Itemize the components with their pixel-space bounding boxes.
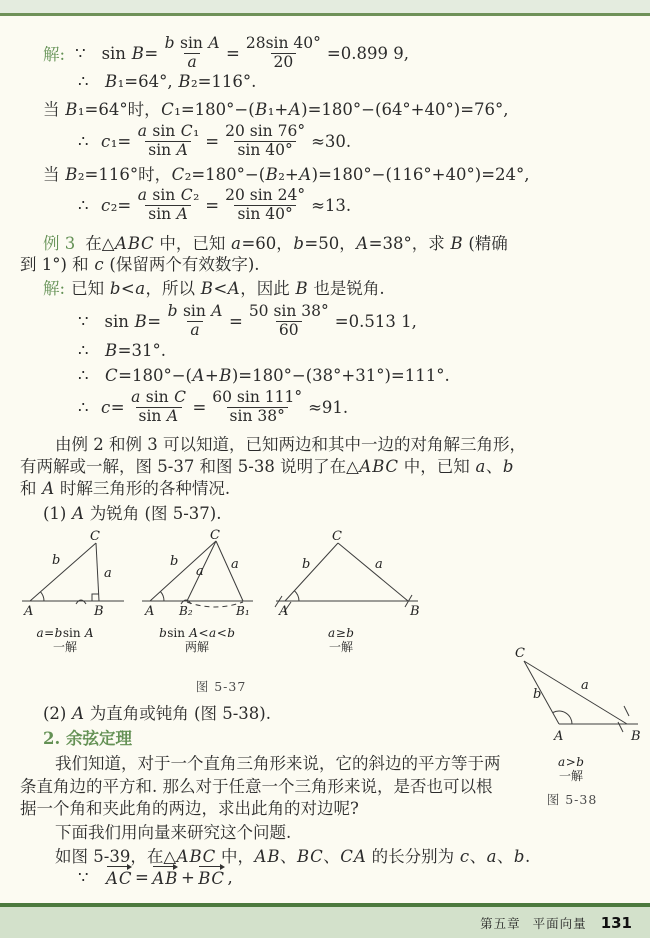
text-line xyxy=(43,231,508,253)
text-run: sin B= xyxy=(101,43,159,63)
text-run: ≈13. xyxy=(311,195,352,215)
text-line xyxy=(20,476,230,498)
text-run: 当 B₁=64°时，C₁=180°−(B₁+A)=180°−(64°+40°)=76°, xyxy=(43,100,509,119)
fig38-side-a: a xyxy=(581,678,589,693)
fig37-caption-2-formula: bsin A<a<b xyxy=(159,626,235,640)
text-line xyxy=(20,454,514,476)
text-line xyxy=(43,701,271,723)
fig37-t2-side-a-outer: a xyxy=(231,557,239,572)
fraction-numerator: a sin C xyxy=(131,388,186,407)
text-run: 在△ABC 中，已知 a=60，b=50，A=38°，求 B (精确 xyxy=(85,234,508,253)
text-line xyxy=(20,774,493,796)
fraction xyxy=(243,35,324,71)
fraction-numerator: 20 sin 24° xyxy=(225,186,306,205)
text-run: ≈91. xyxy=(308,397,349,417)
fig37-t2-vertex-B1: B₁ xyxy=(236,604,250,618)
vector-notation: AC xyxy=(106,866,133,888)
text-run: ∵ xyxy=(78,867,89,887)
fig37-t3-vertex-B: B xyxy=(410,604,420,619)
fraction-denominator: a xyxy=(184,53,200,71)
text-line xyxy=(78,339,166,361)
text-run: 到 1°) 和 c (保留两个有效数字). xyxy=(20,255,260,274)
fig37-t2-side-a-inner: a xyxy=(196,564,204,579)
text-line xyxy=(78,185,351,225)
text-line xyxy=(55,751,501,773)
fraction-denominator: 20 xyxy=(271,53,297,71)
fig37-t3-side-a: a xyxy=(375,557,383,572)
fraction-numerator: b sin A xyxy=(167,302,223,321)
spacer xyxy=(89,375,105,376)
text-run: B=31°. xyxy=(105,340,166,360)
fraction-denominator: 60 xyxy=(276,321,302,339)
fig37-t1-side-a: a xyxy=(104,566,112,581)
text-run: c₁= xyxy=(101,131,132,151)
fig37-caption-2-result: 两解 xyxy=(184,640,209,654)
text-line xyxy=(78,387,348,427)
text-line xyxy=(78,301,417,341)
fraction xyxy=(164,303,226,339)
text-run: c₂= xyxy=(101,195,132,215)
fig38-side-b: b xyxy=(533,687,542,702)
text-line xyxy=(43,97,509,119)
fraction-numerator: a sin C₂ xyxy=(137,186,200,205)
fraction xyxy=(209,389,305,425)
fig38-vertex-B: B xyxy=(631,729,641,744)
fig37-t2-side-b: b xyxy=(170,554,179,569)
text-line xyxy=(43,33,409,73)
fig37-caption-2 xyxy=(159,626,236,654)
vector-notation: AB xyxy=(152,866,178,888)
text-line xyxy=(78,121,351,161)
text-run: = xyxy=(228,311,243,331)
section-heading: 2. 余弦定理 xyxy=(43,729,132,748)
text-run: 条直角边的平方和. 那么对于任意一个三角形来说，是否也可以根 xyxy=(20,777,493,796)
fraction-denominator: sin A xyxy=(136,407,182,425)
fig37-t2-vertex-B2: B₂ xyxy=(179,604,193,618)
text-line xyxy=(43,726,132,748)
fig38-vertex-C: C xyxy=(515,646,525,661)
text-run: ∴ xyxy=(78,131,89,151)
fig37-t1-vertex-C: C xyxy=(90,529,100,544)
spacer xyxy=(65,53,75,54)
fraction-numerator: a sin C₁ xyxy=(137,122,200,141)
fig37-caption-3-result: 一解 xyxy=(328,640,353,654)
fig37-t1-vertex-A: A xyxy=(24,604,34,619)
text-run: 和 A 时解三角形的各种情况. xyxy=(20,479,231,498)
fraction xyxy=(134,123,202,159)
spacer xyxy=(89,141,101,142)
fig37-t3-vertex-C: C xyxy=(332,529,342,544)
text-line xyxy=(43,276,385,298)
fraction xyxy=(134,187,202,223)
text-line xyxy=(43,162,530,184)
text-run: 已知 b<a，所以 B<A，因此 B 也是锐角. xyxy=(71,279,385,298)
text-run: (1) A 为锐角 (图 5-37). xyxy=(43,504,222,523)
text-run: ∴ xyxy=(78,340,89,360)
text-run: = xyxy=(205,195,220,215)
text-run: = xyxy=(135,867,149,887)
fig37-t2-vertex-C: C xyxy=(210,528,220,543)
text-line xyxy=(20,796,359,818)
text-run: ∴ xyxy=(78,365,89,385)
fraction xyxy=(161,35,223,71)
fig37-t1-side-b: b xyxy=(52,553,61,568)
fraction xyxy=(246,303,332,339)
fraction-denominator: sin A xyxy=(145,141,191,159)
footer xyxy=(0,907,650,938)
text-run: = xyxy=(226,43,240,63)
fig37-t3-side-b: b xyxy=(302,557,311,572)
green-label: 解: xyxy=(43,45,66,64)
text-run: C=180°−(A+B)=180°−(38°+31°)=111°. xyxy=(105,365,450,385)
fraction xyxy=(222,123,308,159)
fig37-caption-1 xyxy=(36,626,94,654)
fraction-denominator: sin 38° xyxy=(227,407,288,425)
fraction-numerator: 28sin 40° xyxy=(245,34,321,53)
fig38-caption xyxy=(558,755,585,783)
fig38-caption-result: 一解 xyxy=(558,769,583,783)
text-run: =0.899 9, xyxy=(326,43,409,63)
fig38-caption-formula: a>b xyxy=(558,755,584,769)
text-run: ∵ xyxy=(78,311,89,331)
spacer xyxy=(89,321,105,322)
fig37-caption-1-formula: a=bsin A xyxy=(36,626,94,640)
text-run: 由例 2 和例 3 可以知道，已知两边和其中一边的对角解三角形， xyxy=(55,435,526,454)
fig37-caption-3-formula: a≥b xyxy=(328,626,354,640)
fraction-numerator: 20 sin 76° xyxy=(225,122,306,141)
text-run: 我们知道，对于一个直角三角形来说，它的斜边的平方等于两 xyxy=(55,754,501,773)
fig37-caption-1-result: 一解 xyxy=(52,640,77,654)
spacer xyxy=(89,407,101,408)
fig37-t3-vertex-A: A xyxy=(279,604,289,619)
fraction-numerator: b sin A xyxy=(164,34,220,53)
text-line xyxy=(78,364,450,386)
text-run: ∴ xyxy=(78,397,89,417)
text-run: =0.513 1, xyxy=(334,311,417,331)
text-run: c= xyxy=(101,397,125,417)
text-line xyxy=(43,501,221,523)
spacer xyxy=(75,242,85,243)
fraction-numerator: 60 sin 111° xyxy=(212,388,303,407)
text-run: 如图 5-39，在△ABC 中，AB、BC、CA 的长分别为 c、a、b. xyxy=(55,847,531,866)
fraction-denominator: a xyxy=(187,321,203,339)
footer-chapter: 第五章 xyxy=(480,915,521,931)
spacer xyxy=(89,81,105,82)
footer-section: 平面向量 xyxy=(532,915,587,931)
fig37-label: 图 5-37 xyxy=(195,679,247,694)
text-run: 下面我们用向量来研究这个问题. xyxy=(55,823,292,842)
fraction xyxy=(128,389,190,425)
fraction xyxy=(222,187,308,223)
text-run: , xyxy=(227,867,233,887)
text-line xyxy=(55,432,526,454)
text-run: = xyxy=(205,131,220,151)
fraction-denominator: sin 40° xyxy=(234,205,295,223)
fig38-vertex-A: A xyxy=(554,729,564,744)
text-run: ∵ xyxy=(75,43,86,63)
fig38-label: 图 5-38 xyxy=(546,792,598,807)
text-run: + xyxy=(180,867,195,887)
text-run: = xyxy=(192,397,207,417)
fraction-denominator: sin A xyxy=(145,205,191,223)
text-run: 有两解或一解，图 5-37 和图 5-38 说明了在△ABC 中，已知 a、b xyxy=(20,457,514,476)
text-run: ∴ xyxy=(78,71,89,91)
fig37-t2-vertex-A: A xyxy=(145,604,155,619)
text-run: ∴ xyxy=(78,195,89,215)
figure-5-37 xyxy=(20,530,465,622)
text-run: (2) A 为直角或钝角 (图 5-38). xyxy=(43,704,271,723)
green-label: 例 3 xyxy=(43,234,76,253)
vector-notation: BC xyxy=(198,866,225,888)
text-line xyxy=(78,866,233,888)
fig37-caption-3 xyxy=(328,626,355,654)
green-label: 解: xyxy=(43,279,66,298)
fraction-numerator: 50 sin 38° xyxy=(248,302,329,321)
text-line xyxy=(78,70,256,92)
spacer xyxy=(89,350,105,351)
text-line xyxy=(20,252,260,274)
spacer xyxy=(89,877,103,878)
text-run: sin B= xyxy=(104,311,162,331)
spacer xyxy=(86,53,102,54)
text-run: ≈30. xyxy=(311,131,352,151)
text-run: 当 B₂=116°时，C₂=180°−(B₂+A)=180°−(116°+40°)=24°, xyxy=(43,165,530,184)
text-line xyxy=(55,820,291,842)
figure-5-38 xyxy=(495,645,650,745)
footer-page-number: 131 xyxy=(600,913,632,932)
fig37-t1-vertex-B: B xyxy=(94,604,104,619)
text-run: 据一个角和夹此角的两边，求出此角的对边呢? xyxy=(20,799,359,818)
fraction-denominator: sin 40° xyxy=(234,141,295,159)
spacer xyxy=(89,205,101,206)
text-run: B₁=64°, B₂=116°. xyxy=(105,71,257,91)
